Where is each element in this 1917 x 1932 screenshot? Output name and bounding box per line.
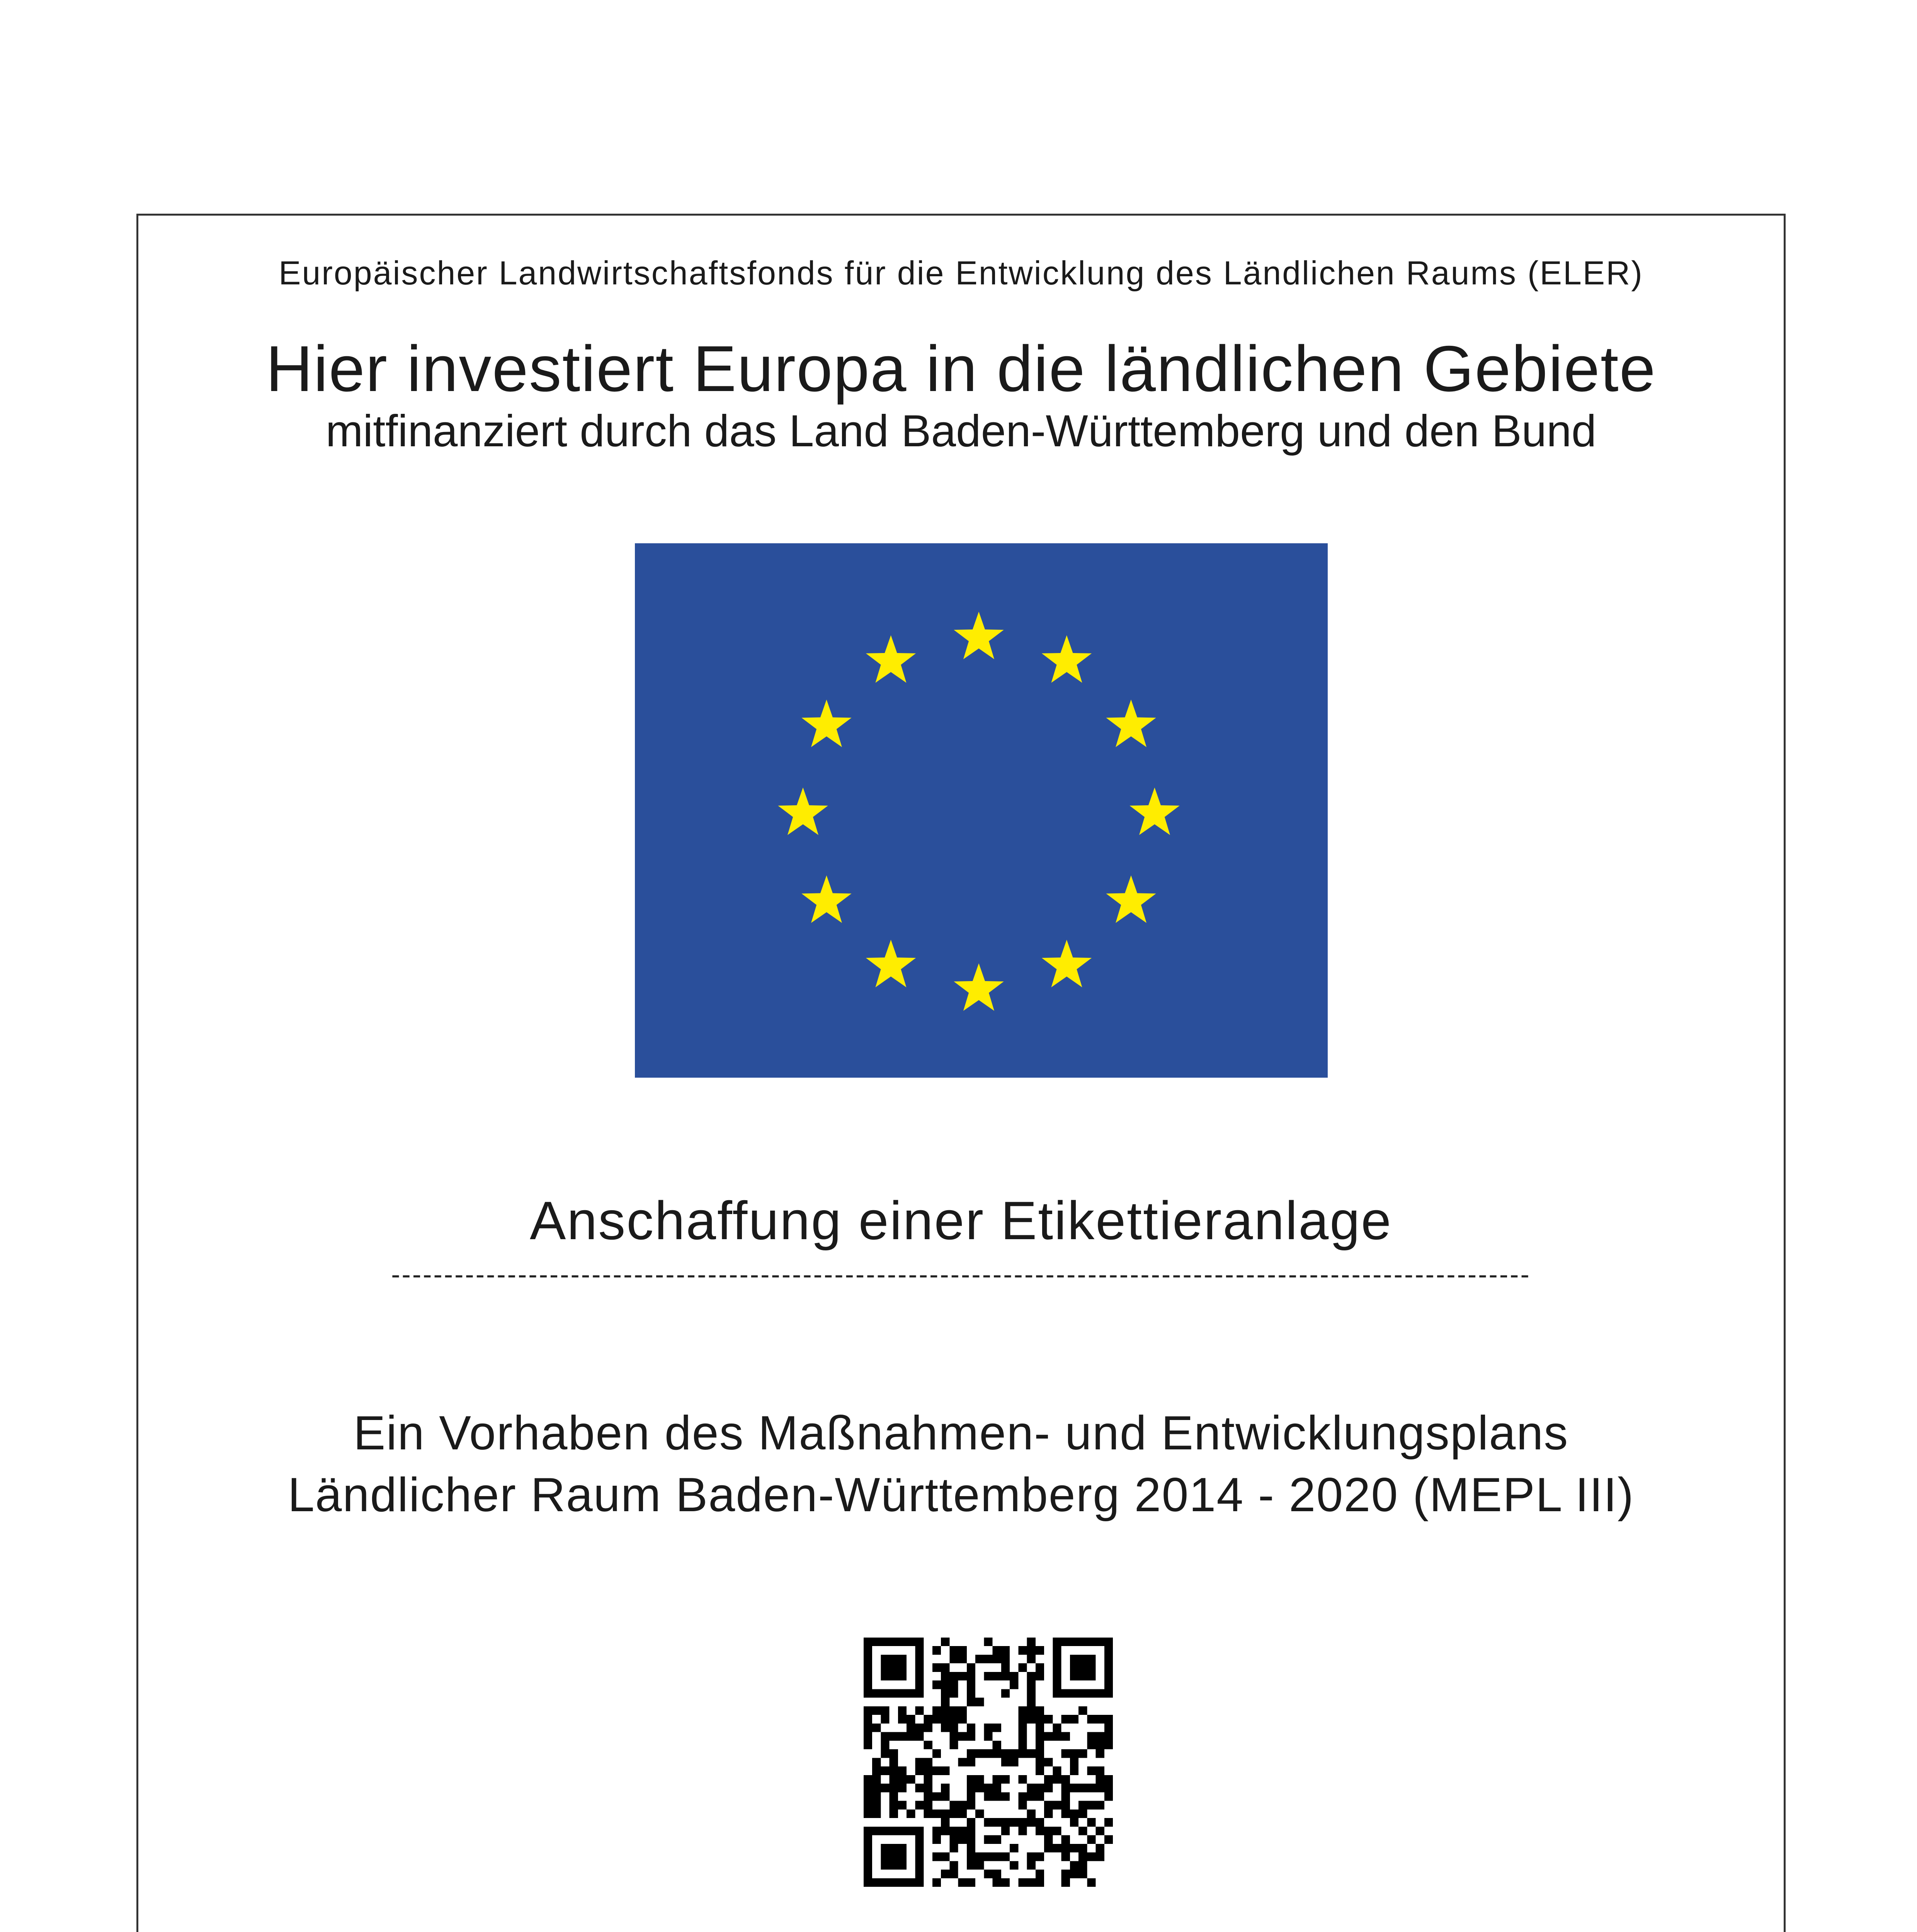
eu-star-icon [866,635,916,683]
eler-title: Europäischer Landwirtschaftsfonds für die Entwicklung des Ländlichen Raums (ELER) [279,255,1643,292]
programme-line-2: Ländlicher Raum Baden-Württemberg 2014 - 2020 (MEPL III) [287,1468,1635,1522]
headline: Hier investiert Europa in die ländlichen Gebiete [266,332,1656,405]
eu-star-icon [801,700,851,747]
eu-star-icon [1042,635,1092,683]
eu-star-icon [954,612,1004,659]
subheadline: mitfinanziert durch das Land Baden-Württemberg und den Bund [325,406,1597,456]
eu-star-icon [954,963,1004,1011]
eu-flag-icon [635,543,1328,1078]
divider-line: ------------------------------------------------------------------------------------------------------------ [391,1259,1531,1289]
eu-star-icon [1106,700,1156,747]
eu-star-icon [801,876,851,923]
info-panel [136,214,1786,1932]
programme-line-1: Ein Vorhaben des Maßnahmen- und Entwicklungsplans [353,1406,1569,1460]
eu-star-icon [1106,876,1156,923]
project-title: Anschaffung einer Etikettieranlage [530,1190,1392,1251]
eu-star-icon [1129,787,1179,835]
eu-star-icon [778,787,828,835]
eu-star-icon [1042,940,1092,987]
eu-star-icon [866,940,916,987]
qr-code-icon[interactable] [864,1638,1113,1887]
